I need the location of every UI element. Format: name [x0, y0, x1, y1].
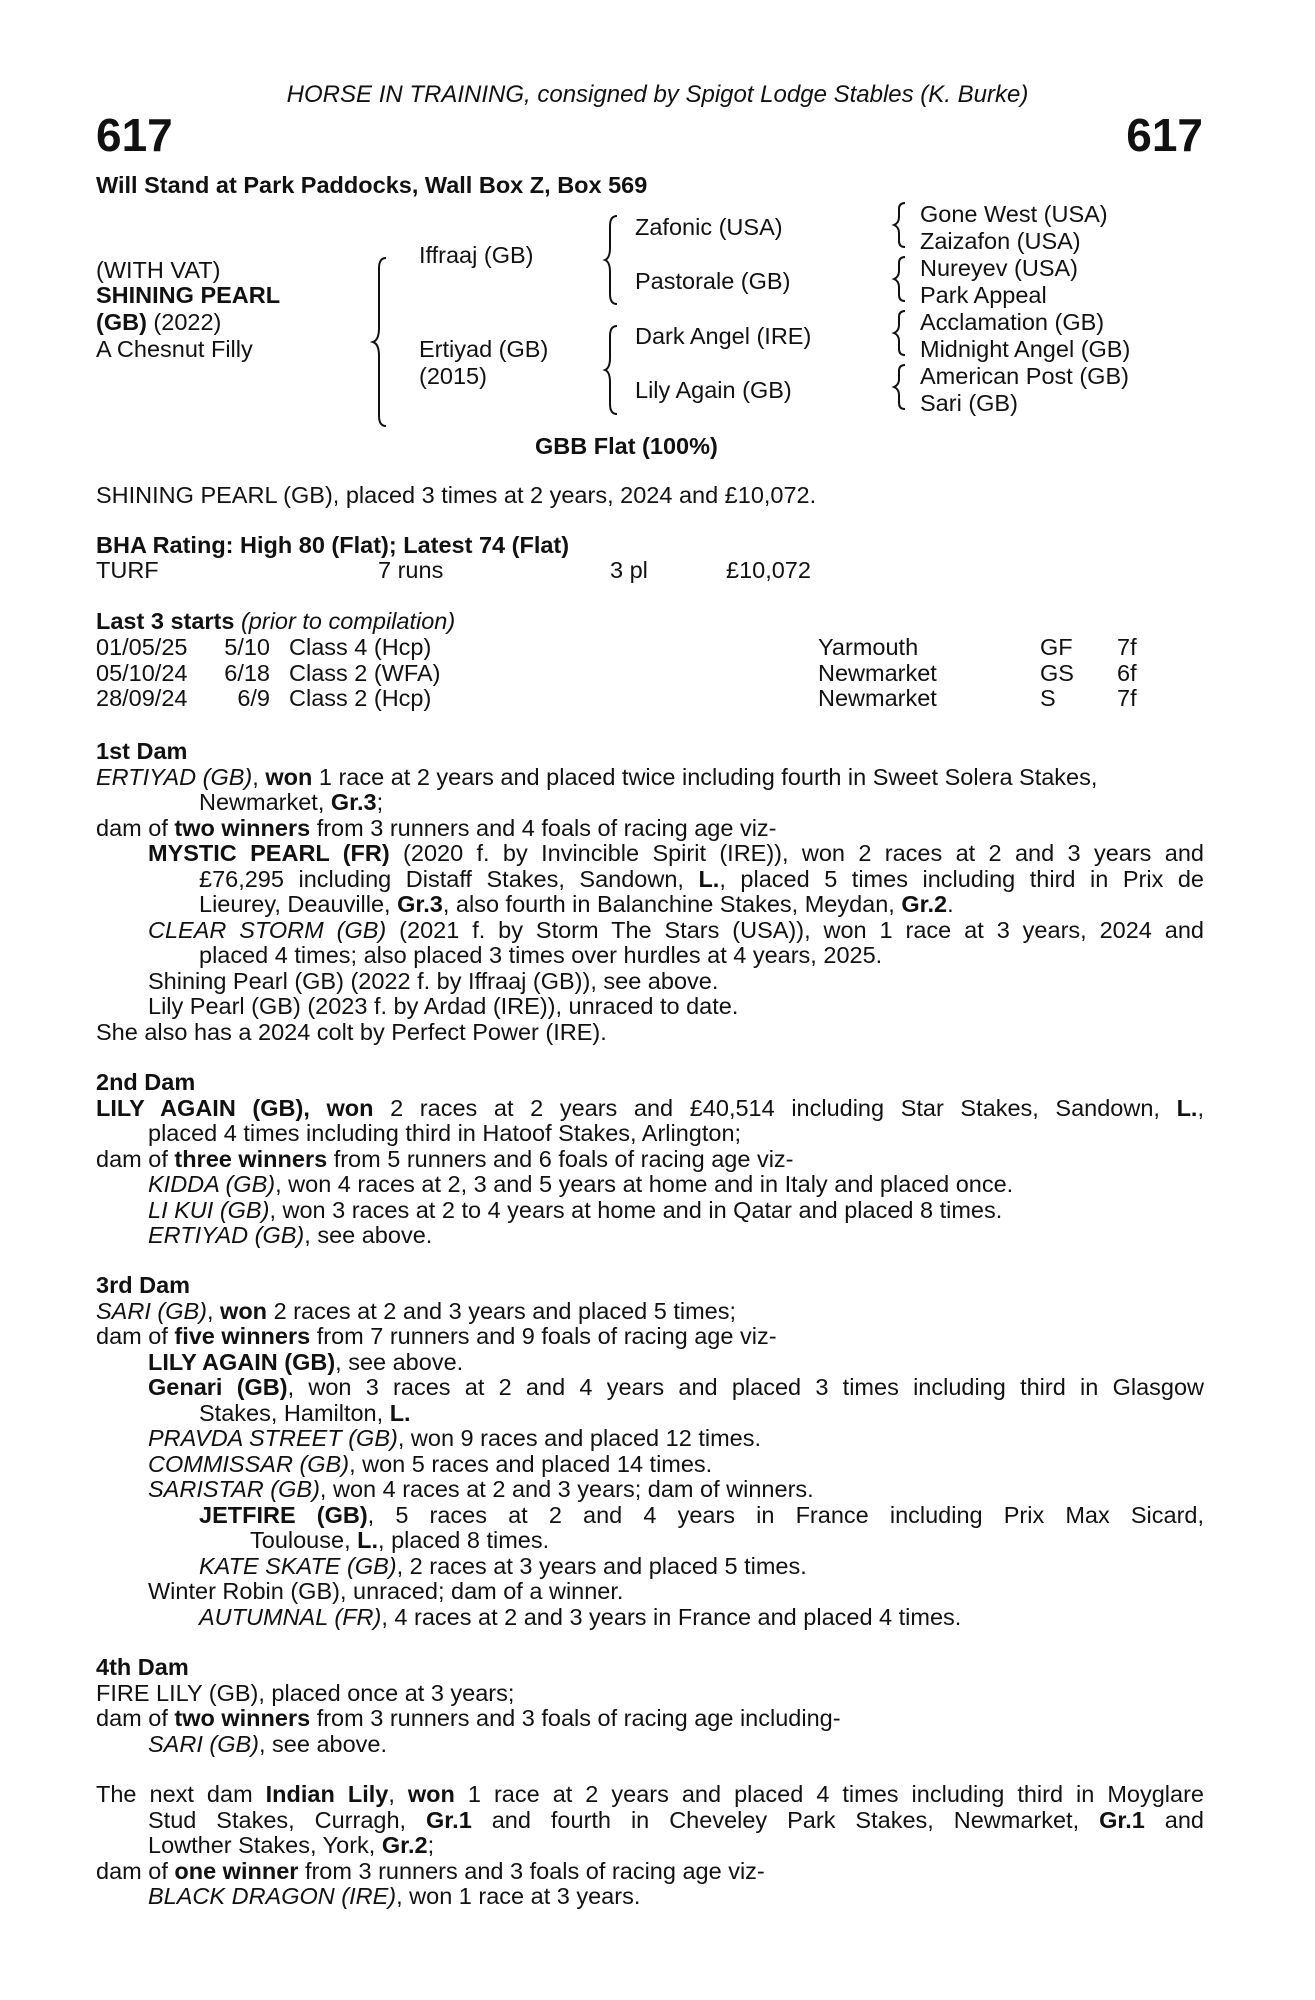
third-dam-line: JETFIRE (GB), 5 races at 2 and 4 years in France including Prix Max Sicard,	[199, 1501, 1204, 1528]
next-dam-line: The next dam Indian Lily, won 1 race at 2 years and placed 4 times including third in Moyglare	[96, 1781, 1204, 1807]
start-cls-cell: Class 4 (Hcp)	[289, 634, 432, 660]
start-dist-cell: 7f	[1117, 634, 1137, 660]
start-dist-cell: 6f	[1117, 659, 1137, 686]
bha-prize: £10,072	[726, 557, 811, 583]
pedigree-dam-sire: Dark Angel (IRE)	[635, 323, 812, 349]
pedigree-ggp-3: Nureyev (USA)	[920, 255, 1079, 281]
start-date-cell: 05/10/24	[96, 659, 188, 686]
third-dam-line: Genari (GB), won 3 races at 2 and 4 years and placed 3 times including third in Glasgow	[148, 1374, 1204, 1400]
consignment-line: HORSE IN TRAINING, consigned by Spigot Lodge Stables (K. Burke)	[286, 81, 1029, 108]
pedigree-dam-dam: Lily Again (GB)	[635, 377, 792, 403]
start-date-cell: 28/09/24	[96, 685, 188, 711]
start-pos-cell: 6/9	[237, 685, 270, 711]
third-dam-section	[96, 1273, 1204, 1630]
horse-description: A Chesnut Filly	[96, 336, 253, 362]
vat-note: (WITH VAT)	[96, 257, 221, 283]
bha-surface: TURF	[96, 557, 159, 583]
third-dam-line: SARISTAR (GB), won 4 races at 2 and 3 years; dam of winners.	[148, 1476, 814, 1502]
first-dam-line: Newmarket, Gr.3;	[199, 789, 384, 815]
start-cls-cell: Class 2 (Hcp)	[289, 685, 432, 711]
next-dam-line: Lowther Stakes, York, Gr.2;	[148, 1832, 435, 1858]
third-dam-heading: 3rd Dam	[96, 1272, 191, 1298]
third-dam-line: Stakes, Hamilton, L.	[199, 1399, 411, 1426]
third-dam-line: KATE SKATE (GB), 2 races at 3 years and placed 5 times.	[199, 1552, 807, 1579]
second-dam-line: dam of three winners from 5 runners and 6 foals of racing age viz-	[96, 1145, 794, 1172]
first-dam-line: dam of two winners from 3 runners and 4 foals of racing age viz-	[96, 814, 777, 841]
stand-location: Will Stand at Park Paddocks, Wall Box Z, Box 569	[96, 172, 648, 198]
first-dam-line: Lily Pearl (GB) (2023 f. by Ardad (IRE)), unraced to date.	[148, 993, 739, 1019]
second-dam-line: ERTIYAD (GB), see above.	[148, 1222, 433, 1248]
third-dam-line: dam of five winners from 7 runners and 9 foals of racing age viz-	[96, 1323, 777, 1349]
pedigree-dam-year: (2015)	[419, 363, 487, 389]
pedigree-sire: Iffraaj (GB)	[419, 242, 534, 268]
fourth-dam-line: dam of two winners from 3 runners and 3 foals of racing age including-	[96, 1705, 841, 1731]
second-dam-heading: 2nd Dam	[96, 1069, 196, 1095]
pedigree-ggp-8: Sari (GB)	[920, 390, 1018, 416]
second-dam-line: LILY AGAIN (GB), won 2 races at 2 years and £40,514 including Star Stakes, Sandown, L.,	[96, 1094, 1204, 1121]
start-cls-cell: Class 2 (WFA)	[289, 659, 441, 686]
start-going-cell: GF	[1040, 634, 1073, 660]
second-dam-line: LI KUI (GB), won 3 races at 2 to 4 years at home and in Qatar and placed 8 times.	[148, 1196, 1003, 1223]
horse-origin-year: (GB) (2022)	[96, 309, 222, 335]
last-starts-title: Last 3 starts (prior to compilation)	[96, 608, 456, 634]
pedigree-ggp-4: Park Appeal	[920, 282, 1047, 308]
first-dam-heading: 1st Dam	[96, 738, 188, 764]
start-date-cell: 01/05/25	[96, 634, 188, 660]
bha-placed: 3 pl	[610, 557, 648, 583]
third-dam-line: COMMISSAR (GB), won 5 races and placed 14 times.	[148, 1450, 713, 1477]
next-dam-section	[96, 1782, 1204, 1910]
bha-rating: BHA Rating: High 80 (Flat); Latest 74 (Flat)	[96, 532, 570, 558]
third-dam-line: PRAVDA STREET (GB), won 9 races and placed 12 times.	[148, 1425, 761, 1451]
third-dam-line: SARI (GB), won 2 races at 2 and 3 years and placed 5 times;	[96, 1297, 737, 1324]
first-dam-line: Shining Pearl (GB) (2022 f. by Iffraaj (GB)), see above.	[148, 967, 719, 994]
third-dam-line: LILY AGAIN (GB), see above.	[148, 1348, 464, 1375]
second-dam-section	[96, 1070, 1204, 1249]
first-dam-line: CLEAR STORM (GB) (2021 f. by Storm The Stars (USA)), won 1 race at 3 years, 2024 and	[148, 916, 1205, 943]
next-dam-line: BLACK DRAGON (IRE), won 1 race at 3 years.	[148, 1883, 641, 1909]
horse-name: SHINING PEARL	[96, 282, 281, 308]
start-going-cell: S	[1040, 685, 1056, 711]
race-summary: SHINING PEARL (GB), placed 3 times at 2 years, 2024 and £10,072.	[96, 482, 817, 508]
start-course-cell: Newmarket	[818, 659, 937, 686]
pedigree-sire-dam: Pastorale (GB)	[635, 268, 791, 294]
fourth-dam-line: SARI (GB), see above.	[148, 1730, 388, 1757]
fourth-dam-line: FIRE LILY (GB), placed once at 3 years;	[96, 1679, 515, 1706]
second-dam-line: KIDDA (GB), won 4 races at 2, 3 and 5 years at home and in Italy and placed once.	[148, 1171, 1014, 1197]
gbb-flat: GBB Flat (100%)	[535, 433, 718, 459]
start-course-cell: Newmarket	[818, 685, 937, 711]
pedigree-ggp-1: Gone West (USA)	[920, 201, 1108, 227]
third-dam-line: AUTUMNAL (FR), 4 races at 2 and 3 years in France and placed 4 times.	[199, 1603, 962, 1630]
first-dam-line: She also has a 2024 colt by Perfect Power (IRE).	[96, 1018, 607, 1045]
first-dam-line: £76,295 including Distaff Stakes, Sandown, L., placed 5 times including third in Prix de	[199, 865, 1204, 892]
first-dam-line: ERTIYAD (GB), won 1 race at 2 years and placed twice including fourth in Sweet Solera Stakes,	[96, 763, 1098, 790]
next-dam-line: dam of one winner from 3 runners and 3 foals of racing age viz-	[96, 1857, 765, 1884]
first-dam-section	[96, 739, 1204, 1045]
lot-number-left: 617	[96, 109, 173, 161]
pedigree-sire-sire: Zafonic (USA)	[635, 214, 783, 240]
start-pos-cell: 5/10	[224, 634, 270, 660]
lot-number-right: 617	[1126, 109, 1203, 161]
next-dam-line: Stud Stakes, Curragh, Gr.1 and fourth in Cheveley Park Stakes, Newmarket, Gr.1 and	[148, 1806, 1204, 1833]
fourth-dam-section	[96, 1655, 1204, 1757]
start-going-cell: GS	[1040, 659, 1074, 686]
second-dam-line: placed 4 times including third in Hatoof Stakes, Arlington;	[148, 1120, 742, 1146]
start-pos-cell: 6/18	[224, 659, 270, 686]
first-dam-line: Lieurey, Deauville, Gr.3, also fourth in Balanchine Stakes, Meydan, Gr.2.	[199, 891, 954, 917]
pedigree-dam: Ertiyad (GB)	[419, 336, 549, 362]
third-dam-line: Toulouse, L., placed 8 times.	[250, 1527, 550, 1553]
pedigree-ggp-7: American Post (GB)	[920, 363, 1129, 389]
fourth-dam-heading: 4th Dam	[96, 1654, 189, 1680]
pedigree-ggp-6: Midnight Angel (GB)	[920, 336, 1131, 362]
start-dist-cell: 7f	[1117, 685, 1137, 711]
pedigree-ggp-5: Acclamation (GB)	[920, 309, 1105, 335]
start-course-cell: Yarmouth	[818, 634, 919, 660]
pedigree-ggp-2: Zaizafon (USA)	[920, 228, 1081, 254]
third-dam-line: Winter Robin (GB), unraced; dam of a winner.	[148, 1578, 624, 1604]
bha-runs: 7 runs	[378, 557, 444, 583]
first-dam-line: placed 4 times; also placed 3 times over hurdles at 4 years, 2025.	[199, 942, 883, 968]
first-dam-line: MYSTIC PEARL (FR) (2020 f. by Invincible Spirit (IRE)), won 2 races at 2 and 3 years and	[148, 840, 1204, 866]
